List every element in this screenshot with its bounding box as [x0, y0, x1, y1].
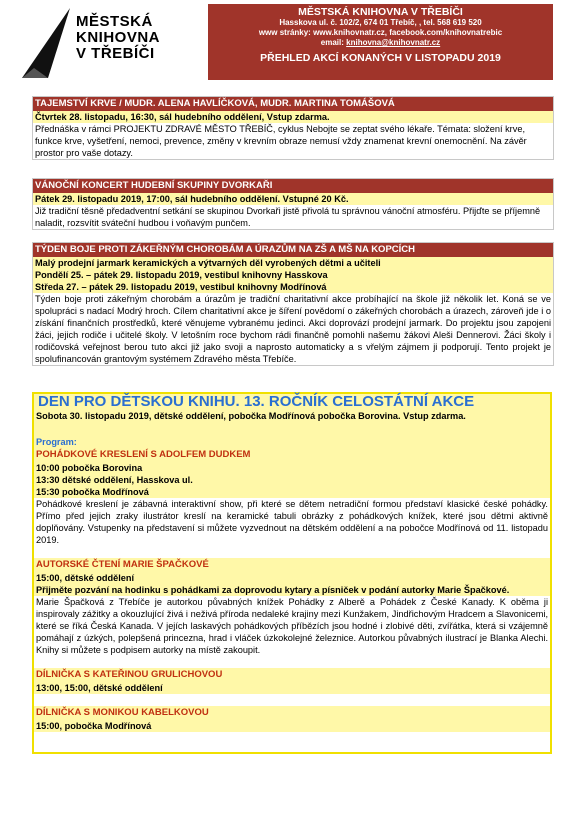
- event-text: Týden boje proti zákeřným chorobám a úrazům je tradiční charitativní akce probíhající na škole již několik let. Koná se ve spolupráci s nadací Modrý hroch. Cílem charitativní akce je šíření povědomí o zákeřných chorobách a úrazech, zároveň jde i o získání finančních prostředků, které věnujeme vybranému jedinci. Akci doprovází prodejní jarmark. Do projektu jsou zapojeni žáci, jejich rodiče i učitelé školy. V letošním roce bychom rádi finančně pomohli našemu žákovi Aleši Dennerovi. Žáci školy i rodičovská veřejnost berou tuto akci již jako svoji a naprosto automaticky a s vřelým zájmem ji podporují. Tento projekt je spolufinancován grantovým systémem Zdravého města Třebíče.: [35, 294, 551, 364]
- program-intro: Přijměte pozvání na hodinku s pohádkami za doprovodu kytary a písniček v podání autorky Marie Špačkové.: [34, 584, 550, 596]
- event-text: Přednáška v rámci PROJEKTU ZDRAVÉ MĚSTO TŘEBÍČ, cyklus Nebojte se zeptat svého lékaře. Témata: složení krve, funkce krve, vyšetření, nemoci, prevence, změny v krevním obraze nemusí vždy znamenat krevní onemocnění. Na závěr prostor pro vaše dotazy.: [35, 124, 527, 158]
- logo-line-2: KNIHOVNA: [76, 29, 161, 46]
- event-when: Čtvrtek 28. listopadu, 16:30, sál hudebního oddělení, Vstup zdarma.: [33, 111, 553, 123]
- day-when: Sobota 30. listopadu 2019, dětské oddělení, pobočka Modřínová pobočka Borovina. Vstup zdarma.: [34, 410, 550, 422]
- program-item-title: POHÁDKOVÉ KRESLENÍ S ADOLFEM DUDKEM: [34, 448, 550, 462]
- day-title: DEN PRO DĚTSKOU KNIHU. 13. ROČNÍK CELOSTÁTNÍ AKCE: [34, 394, 550, 410]
- event-title: TAJEMSTVÍ KRVE / MUDR. ALENA HAVLÍČKOVÁ, MUDR. MARTINA TOMÁŠOVÁ: [33, 97, 553, 111]
- event-when-2: Středa 27. – pátek 29. listopadu 2019, vestibul knihovny Modřínová: [33, 281, 553, 293]
- program-item-1: [34, 448, 550, 546]
- program-time: 15:30 pobočka Modřínová: [34, 486, 550, 498]
- program-item-title: DÍLNIČKA S KATEŘINOU GRULICHOVOU: [34, 668, 550, 682]
- event-section-1: [32, 96, 554, 160]
- program-item-title: AUTORSKÉ ČTENÍ MARIE ŠPAČKOVÉ: [34, 558, 550, 572]
- header-box: [208, 4, 553, 80]
- library-logo-icon: [20, 8, 72, 80]
- event-section-2: [32, 178, 554, 230]
- program-time: 13:00, 15:00, dětské oddělení: [34, 682, 550, 694]
- program-item-3: [34, 668, 550, 694]
- event-text: Již tradiční těsně předadventní setkání se skupinou Dvorkaři jistě přivolá tu správnou vánoční atmosféru. Přijďte se příjemně naladit, rozsvítit sváteční hudbou i voňavým punčem.: [35, 206, 541, 228]
- program-time: 13:30 dětské oddělení, Hasskova ul.: [34, 474, 550, 486]
- email-label: email:: [320, 38, 347, 47]
- program-item-title: DÍLNIČKA S MONIKOU KABELKOVOU: [34, 706, 550, 720]
- event-title: VÁNOČNÍ KONCERT HUDEBNÍ SKUPINY DVORKAŘI: [33, 179, 553, 193]
- program-time: 15:00, pobočka Modřínová: [34, 720, 550, 732]
- event-title: TÝDEN BOJE PROTI ZÁKEŘNÝM CHOROBÁM A ÚRAZŮM NA ZŠ A MŠ NA KOPCÍCH: [33, 243, 553, 257]
- event-when: Pátek 29. listopadu 2019, 17:00, sál hudebního oddělení. Vstupné 20 Kč.: [33, 193, 553, 205]
- header-address: Hasskova ul. č. 102/2, 674 01 Třebíč, , tel. 568 619 520: [279, 18, 482, 27]
- program-text: Marie Špačková z Třebíče je autorkou půvabných knížek Pohádky z Alberě a Pohádek z České Kanady. K oběma ji inspirovaly zážitky a okouzlující živá i neživá příroda nedaleké krajiny mezi Kunžakem, Jindřichovým Hradcem a Slavonicemi, které se říká Česká Kanada. V jejích laskavých pohádkových příbězích jsou hodné i zlobivé děti, zvířátka, která si vzájemně pomáhají z úzkých, polepšená princezna, hrad i vláček úzkokolejné železnice. Autorkou půvabných ilustrací je Blanka Alechi. Knihy si můžete s podpisem autorky na místě zakoupit.: [36, 597, 548, 655]
- overview-title: PŘEHLED AKCÍ KONANÝCH V LISTOPADU 2019: [260, 52, 501, 64]
- event-section-3: [32, 242, 554, 366]
- header-title: MĚSTSKÁ KNIHOVNA V TŘEBÍČI: [298, 6, 463, 18]
- event-when-1: Pondělí 25. – pátek 29. listopadu 2019, vestibul knihovny Hasskova: [33, 269, 553, 281]
- program-time: 10:00 pobočka Borovina: [34, 462, 550, 474]
- program-time: 15:00, dětské oddělení: [34, 572, 550, 584]
- event-subtitle: Malý prodejní jarmark keramických a výtvarných děl vyrobených dětmi a učiteli: [33, 257, 553, 269]
- logo-text: [76, 14, 172, 62]
- email-link[interactable]: knihovna@knihovnatr.cz: [346, 38, 441, 47]
- program-label: Program:: [34, 436, 550, 448]
- logo-line-1: MĚSTSKÁ: [76, 13, 153, 30]
- program-item-2: [34, 558, 550, 656]
- program-item-4: [34, 706, 550, 732]
- logo-line-3: V TŘEBÍČI: [76, 45, 155, 62]
- header-email-line: [208, 38, 553, 48]
- childrens-book-day-section: [32, 392, 552, 754]
- program-text: Pohádkové kreslení je zábavná interaktivní show, při které se dětem netradiční formou představí klasické české pohádky. Přímo před jejich zraky ilustrátor kreslí na keramické tabuli obrázky z pohádkových knížek, které jsou dětmi aktivně doplňovány. Vstupenky na představení si můžete vyzvednout na dětském oddělení a na pobočce Modřínová od 11. listopadu 2019.: [36, 499, 548, 545]
- header-web[interactable]: www stránky: www.knihovnatr.cz, facebook.com/knihovnatrebic: [258, 28, 503, 37]
